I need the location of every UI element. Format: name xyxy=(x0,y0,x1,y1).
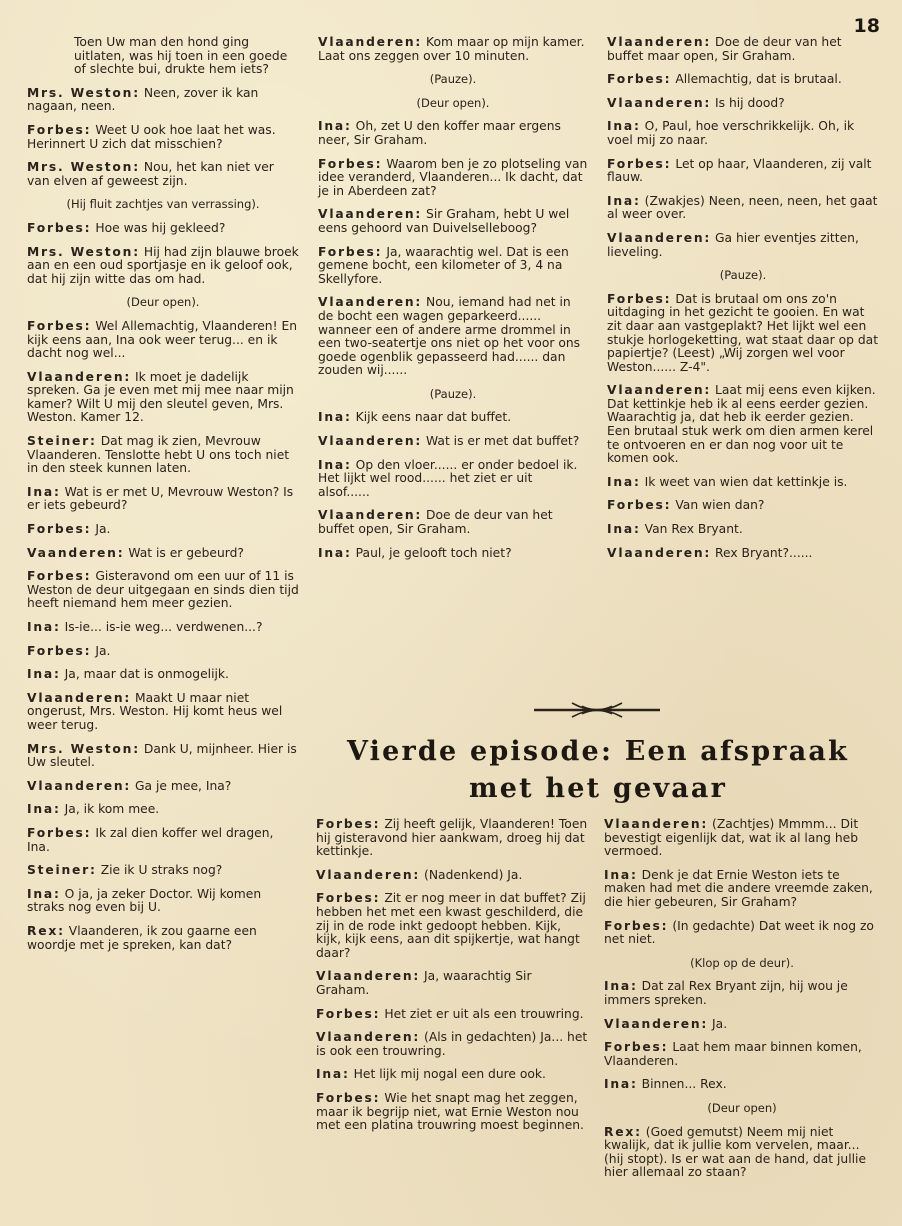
dialogue-line xyxy=(604,818,880,859)
speaker-name: Ina: xyxy=(27,667,61,682)
dialogue-line xyxy=(27,668,299,682)
speaker-name: Vlaanderen: xyxy=(316,969,421,984)
speaker-name: Ina: xyxy=(27,620,61,634)
dialogue-line xyxy=(607,499,879,513)
dialogue-text: (Nadenkend) Ja. xyxy=(424,867,523,882)
dialogue-line xyxy=(318,435,588,449)
dialogue-text: Ga hier eventjes zitten, lieveling. xyxy=(607,230,859,259)
speaker-name: Vlaanderen: xyxy=(318,434,423,449)
dialogue-text: Weet U ook hoe laat het was. Herinnert U zich dat misschien? xyxy=(27,122,276,151)
dialogue-line xyxy=(318,120,588,147)
dialogue-text: Ja. xyxy=(712,1016,728,1031)
dialogue-line xyxy=(27,570,299,611)
dialogue-text: Kom maar op mijn kamer. Laat ons zeggen over 10 minuten. xyxy=(318,35,585,63)
dialogue-continuation: Toen Uw man den hond ging uitlaten, was hij toen in een goede of slechte bui, drukte hem iets? xyxy=(74,35,288,77)
dialogue-line xyxy=(607,195,879,222)
dialogue-text: Ja, maar dat is onmogelijk. xyxy=(64,667,229,682)
speaker-name: Forbes: xyxy=(607,291,672,306)
stage-direction: (Pauze). xyxy=(429,72,477,87)
dialogue-line xyxy=(316,1092,588,1133)
speaker-name: Forbes: xyxy=(607,498,672,513)
stage-direction: (Klop op de deur). xyxy=(690,955,794,970)
dialogue-text: Laat mij eens even kijken. Dat kettinkje heb ik al eens eerder gezien. Waarachtig ja, dat heb ik eerder gezien. Een brutaal stuk werk om dien armen kerel te ontvoeren en er dan nog voor uit te komen ook. xyxy=(607,383,876,466)
dialogue-text: Ja. xyxy=(95,522,111,537)
speaker-name: Vlaanderen: xyxy=(318,207,423,222)
dialogue-line xyxy=(604,1078,880,1092)
stage-direction: (Pauze). xyxy=(429,386,477,401)
dialogue-line xyxy=(604,1126,880,1180)
speaker-name: Vlaanderen: xyxy=(27,690,132,705)
dialogue-text: Dat is brutaal om ons zo'n uitdaging in het gezicht te gooien. En wat zit daar aan vastgeplakt? Het lijkt wel een stukje horlogeketting, wat staat daar op dat papiertje? (Leest) „Wij zorgen wel voor Weston...... Z-4". xyxy=(607,291,879,374)
dialogue-text: Gisteravond om een uur of 11 is Weston de deur uitgegaan en sinds dien tijd heeft niemand hem meer gezien. xyxy=(27,569,299,611)
dialogue-text: Is-ie... is-ie weg... verdwenen...? xyxy=(64,620,263,634)
speaker-name: Vlaanderen: xyxy=(318,295,423,310)
dialogue-text: Doe de deur van het buffet open, Sir Graham. xyxy=(318,508,553,537)
stage-direction: (Deur open) xyxy=(707,1100,777,1115)
speaker-name: Vaanderen: xyxy=(27,545,125,560)
dialogue-line xyxy=(604,869,880,910)
speaker-name: Forbes: xyxy=(27,318,92,333)
dialogue-text: Wel Allemachtig, Vlaanderen! En kijk eens aan, Ina ook weer terug... en ik dacht nog wel... xyxy=(27,318,298,361)
speaker-name: Ina: xyxy=(604,867,638,882)
speaker-name: Mrs. Weston: xyxy=(27,85,140,100)
speaker-name: Forbes: xyxy=(316,1090,381,1105)
dialogue-text: Ik zal dien koffer wel dragen, Ina. xyxy=(27,825,274,854)
speaker-name: Forbes: xyxy=(27,825,92,840)
speaker-name: Ina: xyxy=(318,410,352,425)
speaker-name: Vlaanderen: xyxy=(604,817,709,831)
dialogue-text: Van Rex Bryant. xyxy=(644,522,743,537)
dialogue-text: Ga je mee, Ina? xyxy=(135,778,232,793)
dialogue-text: Wat is er met U, Mevrouw Weston? Is er iets gebeurd? xyxy=(27,484,294,513)
dialogue-line xyxy=(607,523,879,537)
dialogue-line xyxy=(318,36,588,63)
dialogue-text: Op den vloer...... er onder bedoel ik. Het lijkt wel rood...... het ziet er uit alsof...... xyxy=(318,457,578,499)
stage-direction: (Pauze). xyxy=(719,268,767,283)
dialogue-line xyxy=(607,73,879,87)
speaker-name: Forbes: xyxy=(318,244,383,259)
speaker-name: Ina: xyxy=(318,457,352,472)
speaker-name: Vlaanderen: xyxy=(27,778,132,793)
dialogue-text: Sir Graham, hebt U wel eens gehoord van Duivelselleboog? xyxy=(318,207,570,235)
speaker-name: Rex: xyxy=(27,923,65,938)
dialogue-line xyxy=(27,246,299,287)
speaker-name: Ina: xyxy=(318,545,352,560)
dialogue-text: Ja, waarachtig wel. Dat is een gemene bocht, een kilometer of 3, 4 na Skellyfore. xyxy=(318,244,569,286)
dialogue-text: Nou, het kan niet ver van elven af geweest zijn. xyxy=(27,160,274,188)
dialogue-line xyxy=(607,547,879,561)
dialogue-line xyxy=(27,523,299,537)
episode-heading-line-1: Vierde episode: Een afspraak xyxy=(346,736,850,767)
dialogue-line xyxy=(607,384,879,466)
dialogue-text: (Als in gedachten) Ja... het is ook een trouwring. xyxy=(316,1030,588,1058)
speaker-name: Ina: xyxy=(27,484,61,499)
column-4 xyxy=(316,818,588,1143)
dialogue-line xyxy=(607,97,879,111)
dialogue-line xyxy=(318,411,588,425)
speaker-name: Vlaanderen: xyxy=(607,95,712,110)
ornament-divider-icon xyxy=(532,697,662,723)
dialogue-line xyxy=(316,1031,588,1058)
dialogue-text: Hij had zijn blauwe broek aan en een oud sportjasje en ik geloof ook, dat hij zijn witte das om had. xyxy=(27,244,299,286)
dialogue-line xyxy=(318,459,588,500)
dialogue-line xyxy=(316,1068,588,1082)
dialogue-line xyxy=(607,158,879,185)
dialogue-text: Dat mag ik zien, Mevrouw Vlaanderen. Tenslotte hebt U ons toch niet in den steek kunnen laten. xyxy=(27,434,290,476)
column-2 xyxy=(318,36,588,570)
dialogue-text: Wat is er met dat buffet? xyxy=(426,434,580,449)
speaker-name: Vlaanderen: xyxy=(316,867,421,882)
dialogue-text: Het lijk mij nogal een dure ook. xyxy=(353,1067,546,1082)
dialogue-text: Paul, je gelooft toch niet? xyxy=(355,545,512,560)
speaker-name: Mrs. Weston: xyxy=(27,741,140,756)
dialogue-line xyxy=(27,87,299,114)
speaker-name: Forbes: xyxy=(607,156,672,171)
dialogue-line xyxy=(27,621,299,635)
speaker-name: Forbes: xyxy=(604,918,669,933)
page-number: 18 xyxy=(853,15,880,37)
dialogue-text: Doe de deur van het buffet maar open, Sir Graham. xyxy=(607,35,842,63)
column-5 xyxy=(604,818,880,1190)
dialogue-text: Ik weet van wien dat kettinkje is. xyxy=(644,474,848,489)
dialogue-text: Waarom ben je zo plotseling van idee veranderd, Vlaanderen... Ik dacht, dat je in Aberdeen zat? xyxy=(318,156,588,198)
dialogue-text: Rex Bryant?...... xyxy=(715,545,813,560)
dialogue-text: Hoe was hij gekleed? xyxy=(95,220,226,235)
dialogue-line xyxy=(27,827,299,854)
speaker-name: Forbes: xyxy=(27,220,92,235)
dialogue-line xyxy=(27,547,299,561)
speaker-name: Forbes: xyxy=(27,522,92,537)
dialogue-line xyxy=(27,435,299,476)
speaker-name: Forbes: xyxy=(607,72,672,87)
column-1 xyxy=(27,36,299,962)
dialogue-text: O, Paul, hoe verschrikkelijk. Oh, ik voel mij zo naar. xyxy=(607,119,855,147)
dialogue-line xyxy=(27,803,299,817)
dialogue-text: Zij heeft gelijk, Vlaanderen! Toen hij gisteravond hier aankwam, droeg hij dat kettinkje. xyxy=(316,817,588,859)
dialogue-line xyxy=(604,1018,880,1032)
dialogue-text: Oh, zet U den koffer maar ergens neer, Sir Graham. xyxy=(318,119,561,147)
dialogue-text: Ja, waarachtig Sir Graham. xyxy=(316,969,532,997)
dialogue-line xyxy=(318,547,588,561)
speaker-name: Ina: xyxy=(607,119,641,134)
dialogue-line xyxy=(27,161,299,188)
dialogue-text: Dat zal Rex Bryant zijn, hij wou je immers spreken. xyxy=(604,979,848,1007)
dialogue-text: (In gedachte) Dat weet ik nog zo net niet. xyxy=(604,918,874,947)
dialogue-text: Laat hem maar binnen komen, Vlaanderen. xyxy=(604,1040,862,1068)
dialogue-line xyxy=(27,320,299,361)
speaker-name: Vlaanderen: xyxy=(607,545,712,560)
dialogue-line xyxy=(607,36,879,63)
speaker-name: Vlaanderen: xyxy=(607,35,712,49)
speaker-name: Steiner: xyxy=(27,863,97,878)
dialogue-line xyxy=(316,1008,588,1022)
dialogue-line xyxy=(607,232,879,259)
dialogue-line xyxy=(318,158,588,199)
dialogue-line xyxy=(27,645,299,659)
dialogue-text: Wat is er gebeurd? xyxy=(128,545,244,560)
dialogue-text: Ik moet je dadelijk spreken. Ga je even met mij mee naar mijn kamer? Wilt U mij den sleutel geven, Mrs. Weston. Kamer 12. xyxy=(27,369,294,425)
dialogue-line xyxy=(27,780,299,794)
speaker-name: Vlaanderen: xyxy=(318,35,423,49)
dialogue-text: Dank U, mijnheer. Hier is Uw sleutel. xyxy=(27,741,297,770)
dialogue-line xyxy=(316,818,588,859)
dialogue-line xyxy=(604,920,880,947)
dialogue-line xyxy=(27,743,299,770)
dialogue-text: Vlaanderen, ik zou gaarne een woordje met je spreken, kan dat? xyxy=(27,923,257,952)
dialogue-line xyxy=(27,124,299,151)
speaker-name: Forbes: xyxy=(318,156,383,171)
dialogue-line xyxy=(607,476,879,490)
speaker-name: Vlaanderen: xyxy=(27,369,132,384)
dialogue-line xyxy=(318,208,588,235)
dialogue-text: Wie het snapt mag het zeggen, maar ik begrijp niet, wat Ernie Weston nou met een platina trouwring moest beginnen. xyxy=(316,1090,584,1133)
dialogue-text: Allemachtig, dat is brutaal. xyxy=(675,72,842,87)
speaker-name: Forbes: xyxy=(316,817,381,831)
dialogue-text: O ja, ja zeker Doctor. Wij komen straks nog even bij U. xyxy=(27,886,262,915)
dialogue-line xyxy=(318,296,588,378)
speaker-name: Rex: xyxy=(604,1124,642,1139)
dialogue-line xyxy=(27,888,299,915)
speaker-name: Steiner: xyxy=(27,434,97,449)
dialogue-text: Zie ik U straks nog? xyxy=(100,863,223,878)
speaker-name: Forbes: xyxy=(27,569,92,584)
speaker-name: Ina: xyxy=(27,886,61,901)
dialogue-text: Is hij dood? xyxy=(715,95,785,110)
dialogue-text: Denk je dat Ernie Weston iets te maken had met die andere vreemde zaken, die hier gebeuren, Sir Graham? xyxy=(604,867,873,909)
dialogue-text: Het ziet er uit als een trouwring. xyxy=(384,1006,584,1021)
speaker-name: Vlaanderen: xyxy=(318,508,423,523)
dialogue-text: (Goed gemutst) Neem mij niet kwalijk, dat ik jullie kom vervelen, maar... (hij stopt). Is er wat aan de hand, dat jullie hier allemaal zo staan? xyxy=(604,1124,867,1180)
dialogue-line xyxy=(27,486,299,513)
dialogue-line xyxy=(27,864,299,878)
speaker-name: Ina: xyxy=(318,119,352,134)
episode-heading-line-2: met het gevaar xyxy=(468,773,728,804)
dialogue-text: Van wien dan? xyxy=(675,498,765,513)
dialogue-text: Let op haar, Vlaanderen, zij valt flauw. xyxy=(607,156,872,185)
speaker-name: Vlaanderen: xyxy=(316,1030,421,1045)
dialogue-line xyxy=(318,509,588,536)
dialogue-line xyxy=(316,869,588,883)
speaker-name: Ina: xyxy=(316,1067,350,1082)
speaker-name: Vlaanderen: xyxy=(607,230,712,245)
dialogue-text: (Zwakjes) Neen, neen, neen, het gaat al weer over. xyxy=(607,193,878,222)
speaker-name: Ina: xyxy=(27,802,61,817)
speaker-name: Vlaanderen: xyxy=(604,1016,709,1031)
dialogue-line xyxy=(27,371,299,425)
dialogue-line xyxy=(604,1041,880,1068)
speaker-name: Forbes: xyxy=(316,1006,381,1021)
dialogue-line xyxy=(318,246,588,287)
dialogue-text: (Zachtjes) Mmmm... Dit bevestigt eigenlijk dat, wat ik al lang heb vermoed. xyxy=(604,817,859,859)
dialogue-line xyxy=(316,970,588,997)
speaker-name: Vlaanderen: xyxy=(607,383,712,398)
stage-direction: (Hij fluit zachtjes van verrassing). xyxy=(66,197,260,212)
dialogue-text: Zit er nog meer in dat buffet? Zij hebben het met een kwast geschilderd, die zij in de rode inkt gedoopt hebben. Kijk, kijk, kijk eens, aan dit spijkertje, wat hangt daar? xyxy=(316,891,586,960)
speaker-name: Ina: xyxy=(607,522,641,537)
dialogue-line xyxy=(27,925,299,952)
dialogue-line xyxy=(27,692,299,733)
speaker-name: Ina: xyxy=(604,1077,638,1092)
dialogue-text: Nou, iemand had net in de bocht een wagen geparkeerd...... wanneer een of andere arme drommel in een two-seatertje ons niet op het voor ons goede ogenblik gepasseerd had...... dan zouden wij...... xyxy=(318,295,581,378)
dialogue-line xyxy=(316,892,588,960)
dialogue-text: Neen, zover ik kan nagaan, neen. xyxy=(27,85,259,114)
speaker-name: Ina: xyxy=(607,193,641,208)
dialogue-text: Ja. xyxy=(95,643,111,658)
speaker-name: Ina: xyxy=(607,474,641,489)
speaker-name: Forbes: xyxy=(27,122,92,137)
dialogue-line xyxy=(604,980,880,1007)
speaker-name: Forbes: xyxy=(604,1040,669,1055)
speaker-name: Forbes: xyxy=(316,891,381,906)
dialogue-text: Binnen... Rex. xyxy=(641,1077,727,1092)
dialogue-text: Maakt U maar niet ongerust, Mrs. Weston. Hij komt heus wel weer terug. xyxy=(27,690,283,732)
dialogue-line xyxy=(607,293,879,375)
stage-direction: (Deur open). xyxy=(126,295,200,310)
dialogue-line xyxy=(607,120,879,147)
dialogue-text: Kijk eens naar dat buffet. xyxy=(355,410,512,425)
speaker-name: Forbes: xyxy=(27,643,92,658)
column-3 xyxy=(607,36,879,570)
speaker-name: Ina: xyxy=(604,979,638,994)
dialogue-line xyxy=(27,222,299,236)
stage-direction: (Deur open). xyxy=(416,95,490,110)
speaker-name: Mrs. Weston: xyxy=(27,160,140,175)
speaker-name: Mrs. Weston: xyxy=(27,244,140,259)
dialogue-text: Ja, ik kom mee. xyxy=(64,802,160,817)
